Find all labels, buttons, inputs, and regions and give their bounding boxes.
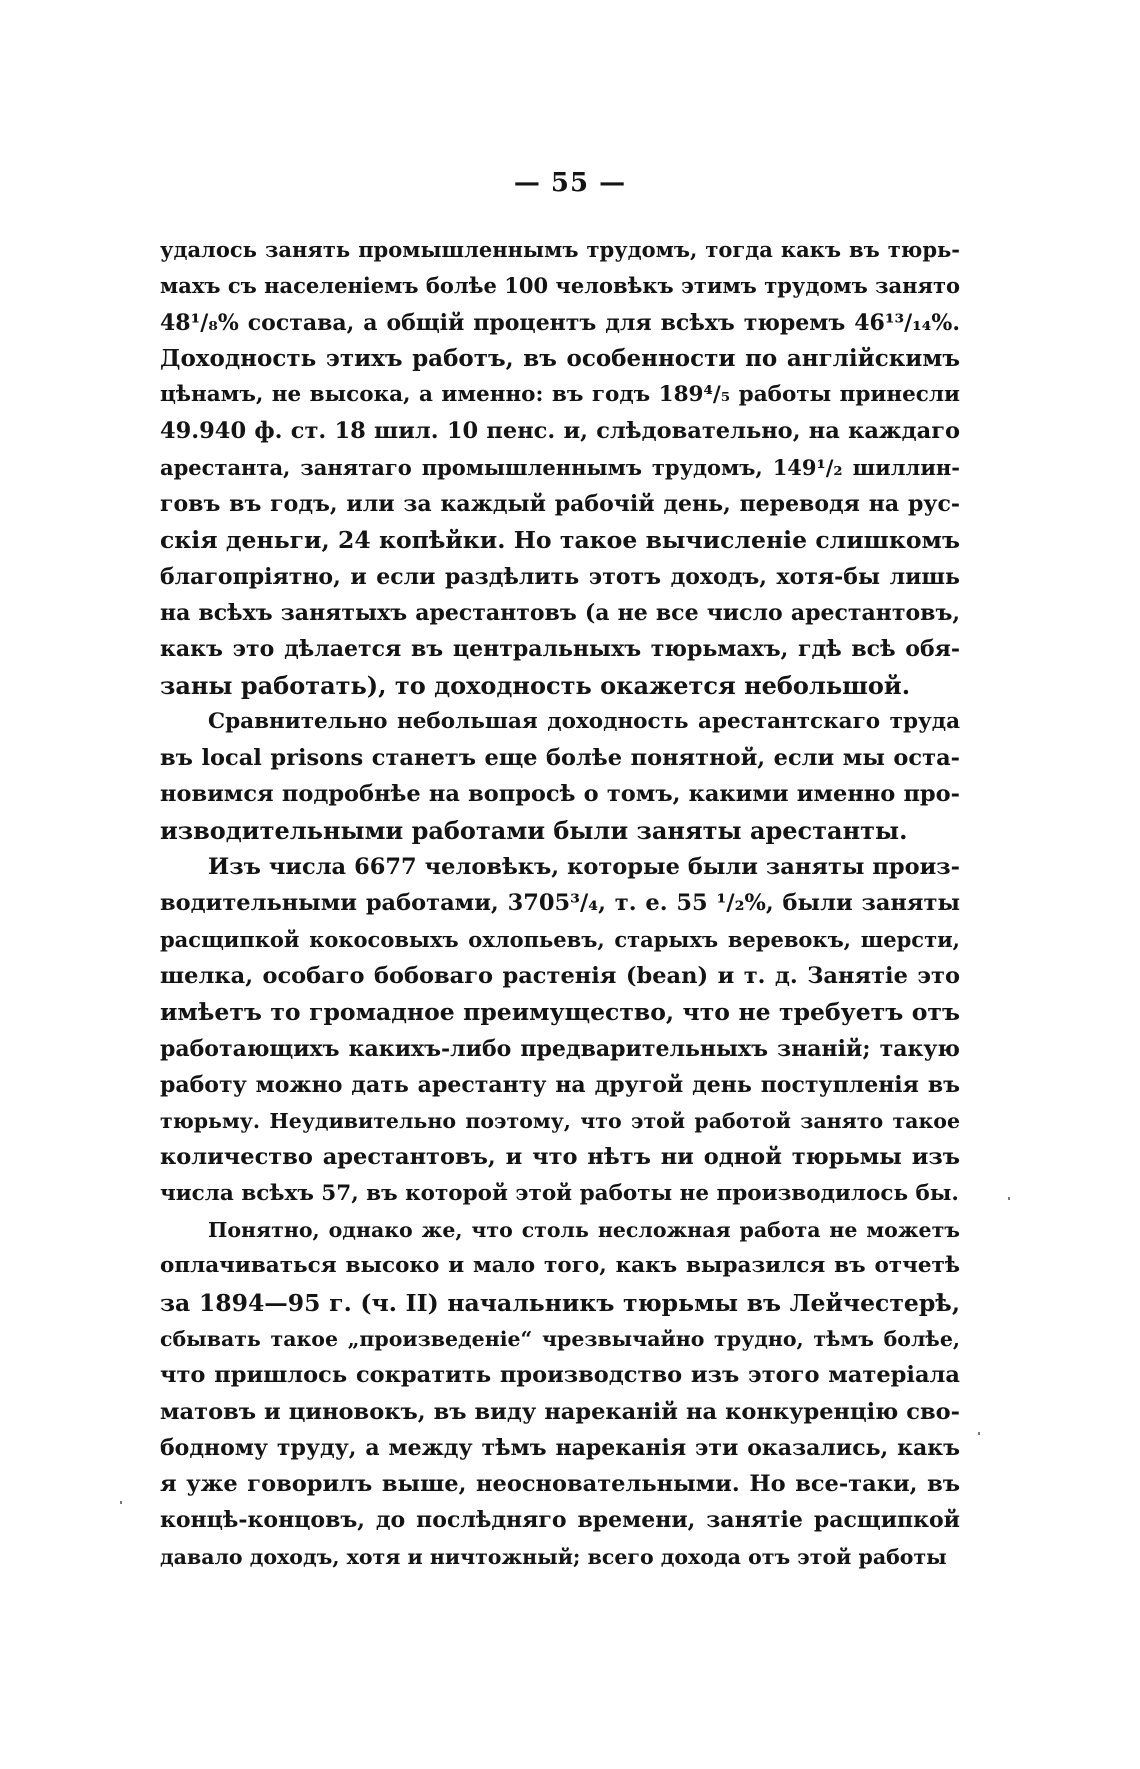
paragraph-3 bbox=[160, 849, 960, 1212]
text-line: тюрьму. Неудивительно поэтому, что этой работой занято такое bbox=[160, 1109, 960, 1134]
text-line: давало доходъ, хотя и ничтожный; всего дохода отъ этой работы bbox=[160, 1544, 947, 1569]
text-line: шелка, особаго бобоваго растенія (bean) и т. д. Занятіе это bbox=[160, 962, 960, 989]
text-line: сбывать такое „произведеніе“ чрезвычайно трудно, тѣмъ болѣе, bbox=[160, 1326, 960, 1351]
text-line: за 1894—95 г. (ч. II) начальникъ тюрьмы въ Лейчестерѣ, bbox=[160, 1288, 960, 1317]
text-line: арестанта, занятаго промышленнымъ трудомъ, 149¹/₂ шиллин- bbox=[160, 454, 960, 480]
text-line: работающихъ какихъ-либо предварительныхъ знаній; такую bbox=[160, 1035, 960, 1062]
text-line: количество арестантовъ, и что нѣтъ ни одной тюрьмы изъ bbox=[160, 1144, 960, 1171]
text-line: говъ въ годъ, или за каждый рабочій день, переводя на рус- bbox=[160, 491, 960, 518]
text-line: работу можно дать арестанту на другой день поступленія въ bbox=[160, 1071, 960, 1098]
paragraph-4 bbox=[160, 1212, 960, 1575]
text-line: цѣнамъ, не высока, а именно: въ годъ 189⁴/₅ работы принесли bbox=[160, 382, 960, 408]
text-line: матовъ и циновокъ, въ виду нареканій на конкуренцію сво- bbox=[160, 1398, 960, 1425]
text-line: новимся подробнѣе на вопросѣ о томъ, какими именно про- bbox=[160, 781, 960, 808]
paragraph-1 bbox=[160, 232, 960, 704]
text-line: благопріятно, и если раздѣлить этотъ доходъ, хотя-бы лишь bbox=[160, 563, 960, 590]
text-line: числа всѣхъ 57, въ которой этой работы не производилось бы. bbox=[160, 1180, 959, 1206]
text-line: какъ это дѣлается въ центральныхъ тюрьмахъ, гдѣ всѣ обя- bbox=[160, 636, 960, 663]
text-line: что пришлось сократить производство изъ этого матеріала bbox=[160, 1362, 960, 1389]
text-line: Сравнительно небольшая доходность арестантскаго труда bbox=[208, 708, 960, 734]
paragraph-2 bbox=[160, 704, 960, 849]
text-line: Изъ числа 6677 человѣкъ, которые были заняты произ- bbox=[208, 854, 960, 881]
text-line: я уже говорилъ выше, неосновательными. Но все-таки, въ bbox=[160, 1471, 960, 1498]
text-body bbox=[160, 232, 960, 1575]
text-line: концѣ-концовъ, до послѣдняго времени, занятіе расщипкой bbox=[160, 1507, 960, 1534]
text-line: 48¹/₈% состава, а общій процентъ для всѣхъ тюремъ 46¹³/₁₄%. bbox=[160, 309, 960, 336]
text-line: расщипкой кокосовыхъ охлопьевъ, старыхъ веревокъ, шерсти, bbox=[160, 926, 960, 952]
text-line: въ local prisons станетъ еще болѣе понятной, если мы оста- bbox=[160, 745, 960, 772]
text-line: бодному труду, а между тѣмъ нареканія эти оказались, какъ bbox=[160, 1434, 960, 1461]
scan-speck bbox=[120, 1501, 122, 1504]
text-line: Понятно, однако же, что столь несложная работа не можетъ bbox=[208, 1218, 960, 1243]
text-line: водительными работами, 3705³/₄, т. е. 55 ¹/₂%, были заняты bbox=[160, 890, 960, 917]
text-line: скія деньги, 24 копѣйки. Но такое вычисленіе слишкомъ bbox=[160, 526, 960, 555]
text-line: заны работать), то доходность окажется небольшой. bbox=[160, 670, 911, 700]
scan-speck bbox=[978, 1432, 980, 1435]
text-line: махъ съ населеніемъ болѣе 100 человѣкъ этимъ трудомъ занято bbox=[160, 273, 960, 299]
text-line: на всѣхъ занятыхъ арестантовъ (а не все число арестантовъ, bbox=[160, 599, 960, 626]
text-line: Доходность этихъ работъ, въ особенности по англійскимъ bbox=[160, 344, 960, 372]
text-line: изводительными работами были заняты арестанты. bbox=[160, 815, 908, 845]
text-line: оплачиваться высоко и мало того, какъ выразился въ отчетѣ bbox=[160, 1253, 960, 1279]
page-number: — 55 — bbox=[513, 168, 627, 198]
text-line: 49.940 ф. ст. 18 шил. 10 пенс. и, слѣдовательно, на каждаго bbox=[160, 418, 960, 445]
text-line: имѣетъ то громадное преимущество, что не требуетъ отъ bbox=[160, 998, 960, 1027]
text-line: удалось занять промышленнымъ трудомъ, тогда какъ въ тюрь- bbox=[160, 237, 960, 262]
scan-speck bbox=[1008, 1197, 1010, 1200]
